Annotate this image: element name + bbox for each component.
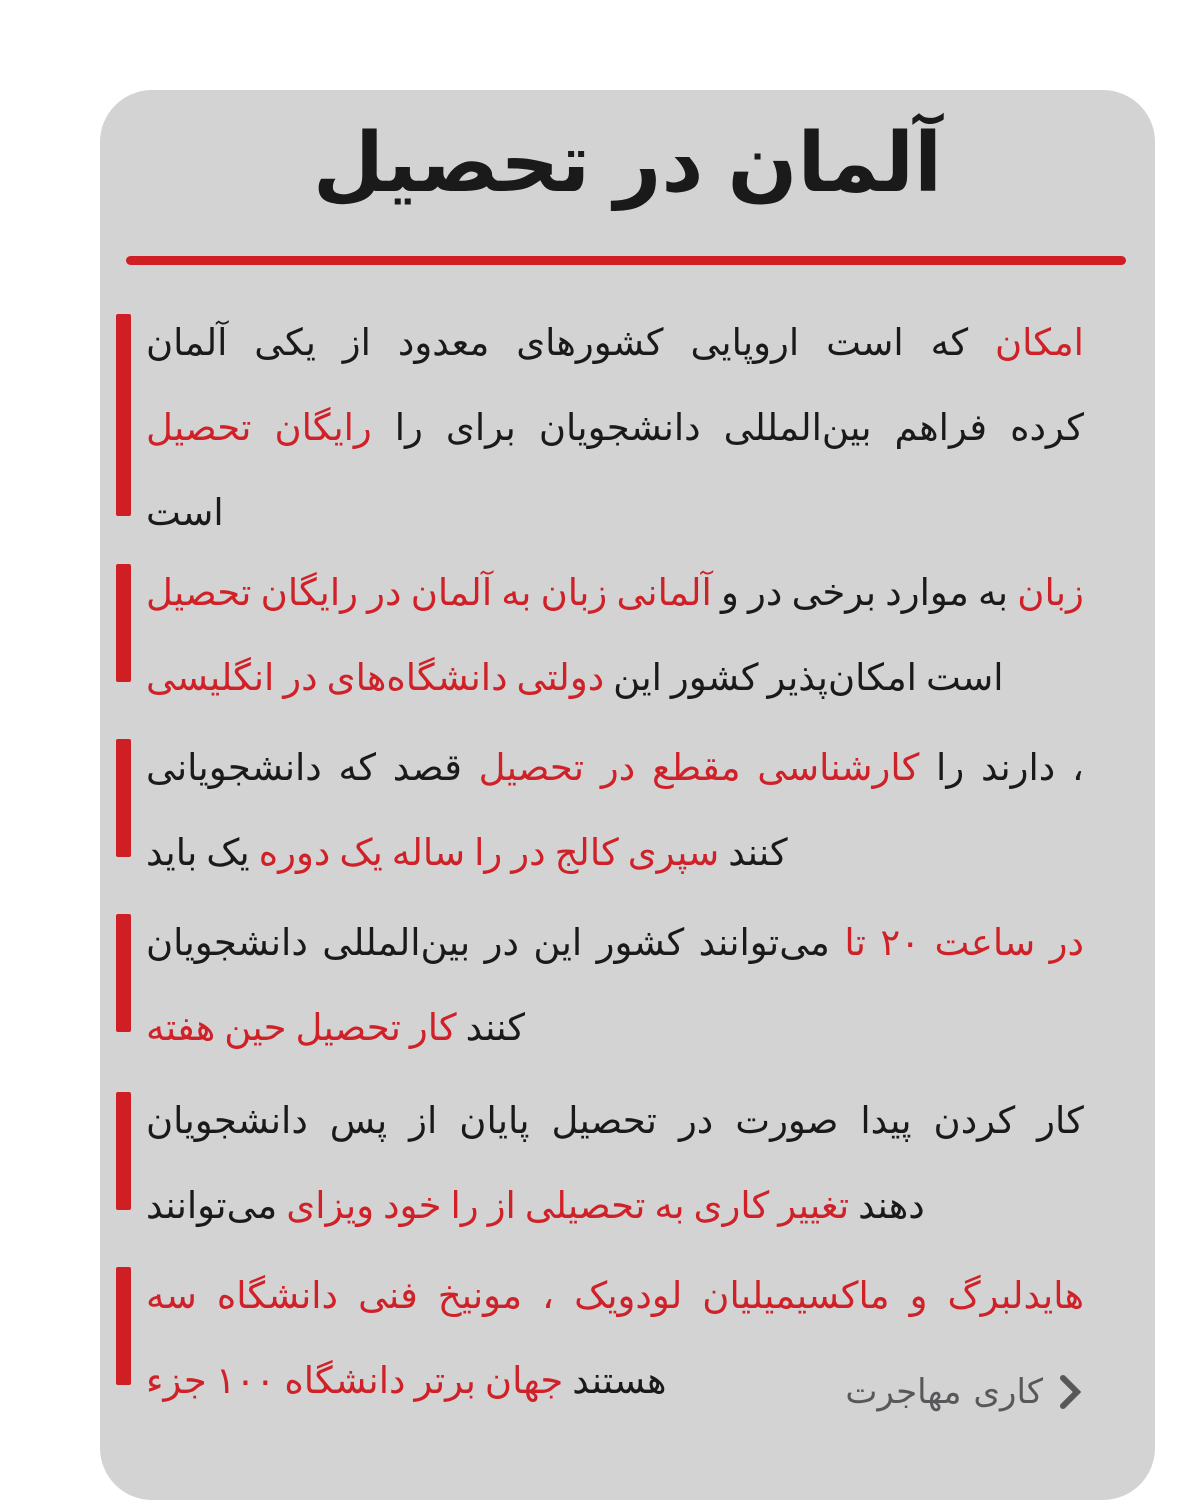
word: مهاجرت <box>845 1372 962 1412</box>
word: یک <box>339 831 383 874</box>
word: در <box>367 571 402 614</box>
word: کارشناسی <box>757 746 920 789</box>
red-accent-bar <box>116 1092 131 1210</box>
word: دانشجویان <box>146 1099 308 1142</box>
word: تا <box>844 921 866 964</box>
word: امکان‌پذیر <box>767 656 917 699</box>
word: مقطع <box>651 746 741 789</box>
word: که <box>930 321 969 364</box>
word: کنند <box>728 831 788 874</box>
word: پیدا <box>860 1099 912 1142</box>
word: در <box>678 1099 714 1142</box>
text-line <box>146 385 1084 470</box>
word: ماکسیمیلیان <box>702 1274 890 1317</box>
word: ۲۰ <box>880 921 921 964</box>
word: هفته <box>146 1006 216 1049</box>
word: جزء <box>146 1359 207 1402</box>
word: تحصیل <box>146 406 252 449</box>
word: آلمان <box>410 571 493 614</box>
word: زبان <box>1017 571 1084 614</box>
word: در <box>748 571 783 614</box>
word: لودویک <box>574 1274 683 1317</box>
word: صورت <box>735 1099 839 1142</box>
word: از <box>342 321 371 364</box>
word: کار <box>1037 1099 1084 1142</box>
word: برتر <box>414 1359 476 1402</box>
word: آلمانی <box>616 571 712 614</box>
word: امکان <box>994 321 1084 364</box>
word: دانشجویانی <box>146 746 322 789</box>
word: تحصیل <box>295 1006 401 1049</box>
word: در <box>614 116 704 211</box>
word: آلمان <box>727 116 943 211</box>
word: تحصیل <box>146 571 252 614</box>
word: را <box>936 746 965 789</box>
word: پس <box>329 1099 388 1142</box>
text-line <box>146 470 1084 555</box>
word: به <box>654 1184 685 1227</box>
word: دانشگاه <box>216 1274 339 1317</box>
word: تغییر <box>778 1184 850 1227</box>
word: هستند <box>572 1359 667 1402</box>
word: کاری <box>973 1372 1043 1412</box>
word: معدود <box>397 321 490 364</box>
word: دانشجویان <box>146 921 308 964</box>
word: از <box>487 1184 516 1227</box>
word: برخی <box>791 571 877 614</box>
word: ۱۰۰ <box>215 1359 276 1402</box>
word: یک <box>206 831 250 874</box>
comma: ، <box>1072 746 1084 789</box>
comma: ، <box>542 1274 555 1317</box>
text-line <box>146 985 1084 1070</box>
word: تحصیلی <box>524 1184 646 1227</box>
word: کشور <box>596 921 685 964</box>
word: در <box>600 746 636 789</box>
text-line <box>146 810 1084 895</box>
paragraphs <box>100 90 1155 1500</box>
word: قصد <box>392 746 462 789</box>
word: بین‌المللی <box>723 406 872 449</box>
footer-label <box>845 1372 1043 1412</box>
word: دارند <box>980 746 1056 789</box>
word: کشورهای <box>516 321 664 364</box>
word: جهان <box>484 1359 564 1402</box>
word: اروپایی <box>690 321 800 364</box>
word: کنند <box>465 1006 526 1049</box>
word: این <box>533 921 583 964</box>
text-line <box>146 300 1084 385</box>
word: ساعت <box>934 921 1036 964</box>
word: در <box>283 656 318 699</box>
red-accent-bar <box>116 739 131 857</box>
paragraph <box>146 300 1084 555</box>
word: در <box>1049 921 1084 964</box>
word: تحصیل <box>312 116 591 211</box>
word: و <box>720 571 739 614</box>
word: را <box>474 831 503 874</box>
word: به <box>501 571 532 614</box>
paragraph <box>146 550 1084 720</box>
word: مونیخ <box>437 1274 523 1317</box>
word: کار <box>409 1006 457 1049</box>
right-chevron-icon <box>1059 1374 1081 1410</box>
word: است <box>826 321 904 364</box>
red-accent-bar <box>116 914 131 1032</box>
word: دولتی <box>516 656 605 699</box>
word: در <box>484 921 519 964</box>
word: تحصیل <box>551 1099 657 1142</box>
word: فنی <box>358 1274 418 1317</box>
word: دانشجویان <box>538 406 701 449</box>
word: تحصیل <box>478 746 585 789</box>
word: این <box>613 656 662 699</box>
word: فراهم <box>894 406 988 449</box>
word: دانشگاه‌های <box>326 656 508 699</box>
word: در <box>511 831 546 874</box>
text-line <box>146 550 1084 635</box>
text-line <box>146 1253 1084 1338</box>
word: هایدلبرگ <box>947 1274 1084 1317</box>
paragraph <box>146 1078 1084 1248</box>
red-accent-bar <box>116 1267 131 1385</box>
word: پایان <box>459 1099 530 1142</box>
word: رایگان <box>260 571 358 614</box>
text-line <box>146 635 1084 720</box>
word: می‌توانند <box>146 1184 278 1227</box>
word: کالج <box>554 831 619 874</box>
word: است <box>925 656 1004 699</box>
footer-tag <box>845 1372 1081 1412</box>
text-line <box>146 1078 1084 1163</box>
word: ساله <box>391 831 466 874</box>
text-line <box>146 900 1084 985</box>
word: سپری <box>627 831 720 874</box>
text-line <box>146 725 1084 810</box>
word: زبان <box>540 571 608 614</box>
word: می‌توانند <box>698 921 830 964</box>
word: رایگان <box>274 406 372 449</box>
paragraph <box>146 725 1084 895</box>
word: از <box>409 1099 438 1142</box>
paragraph <box>146 900 1084 1070</box>
word: بین‌المللی <box>322 921 471 964</box>
word: کردن <box>933 1099 1016 1142</box>
word: موارد <box>885 571 969 614</box>
word: ویزای <box>286 1184 375 1227</box>
word: برای <box>445 406 516 449</box>
word: دانشگاه <box>284 1359 406 1402</box>
word: کشور <box>670 656 759 699</box>
infographic-card <box>100 90 1155 1500</box>
red-accent-bar <box>116 314 131 516</box>
word: کاری <box>693 1184 770 1227</box>
word: است <box>146 491 224 534</box>
word: آلمان <box>146 321 228 364</box>
word: انگلیسی <box>146 656 275 699</box>
word: حین <box>224 1006 287 1049</box>
word: خود <box>383 1184 442 1227</box>
red-accent-bar <box>116 564 131 682</box>
word: که <box>338 746 376 789</box>
word: را <box>394 406 423 449</box>
word: به <box>977 571 1009 614</box>
word: یکی <box>254 321 316 364</box>
text-line <box>146 1163 1084 1248</box>
word: کرده <box>1010 406 1084 449</box>
word: و <box>909 1274 928 1317</box>
word: را <box>450 1184 479 1227</box>
word: دهند <box>858 1184 925 1227</box>
word: باید <box>146 831 198 874</box>
word: سه <box>146 1274 197 1317</box>
word: دوره <box>258 831 331 874</box>
